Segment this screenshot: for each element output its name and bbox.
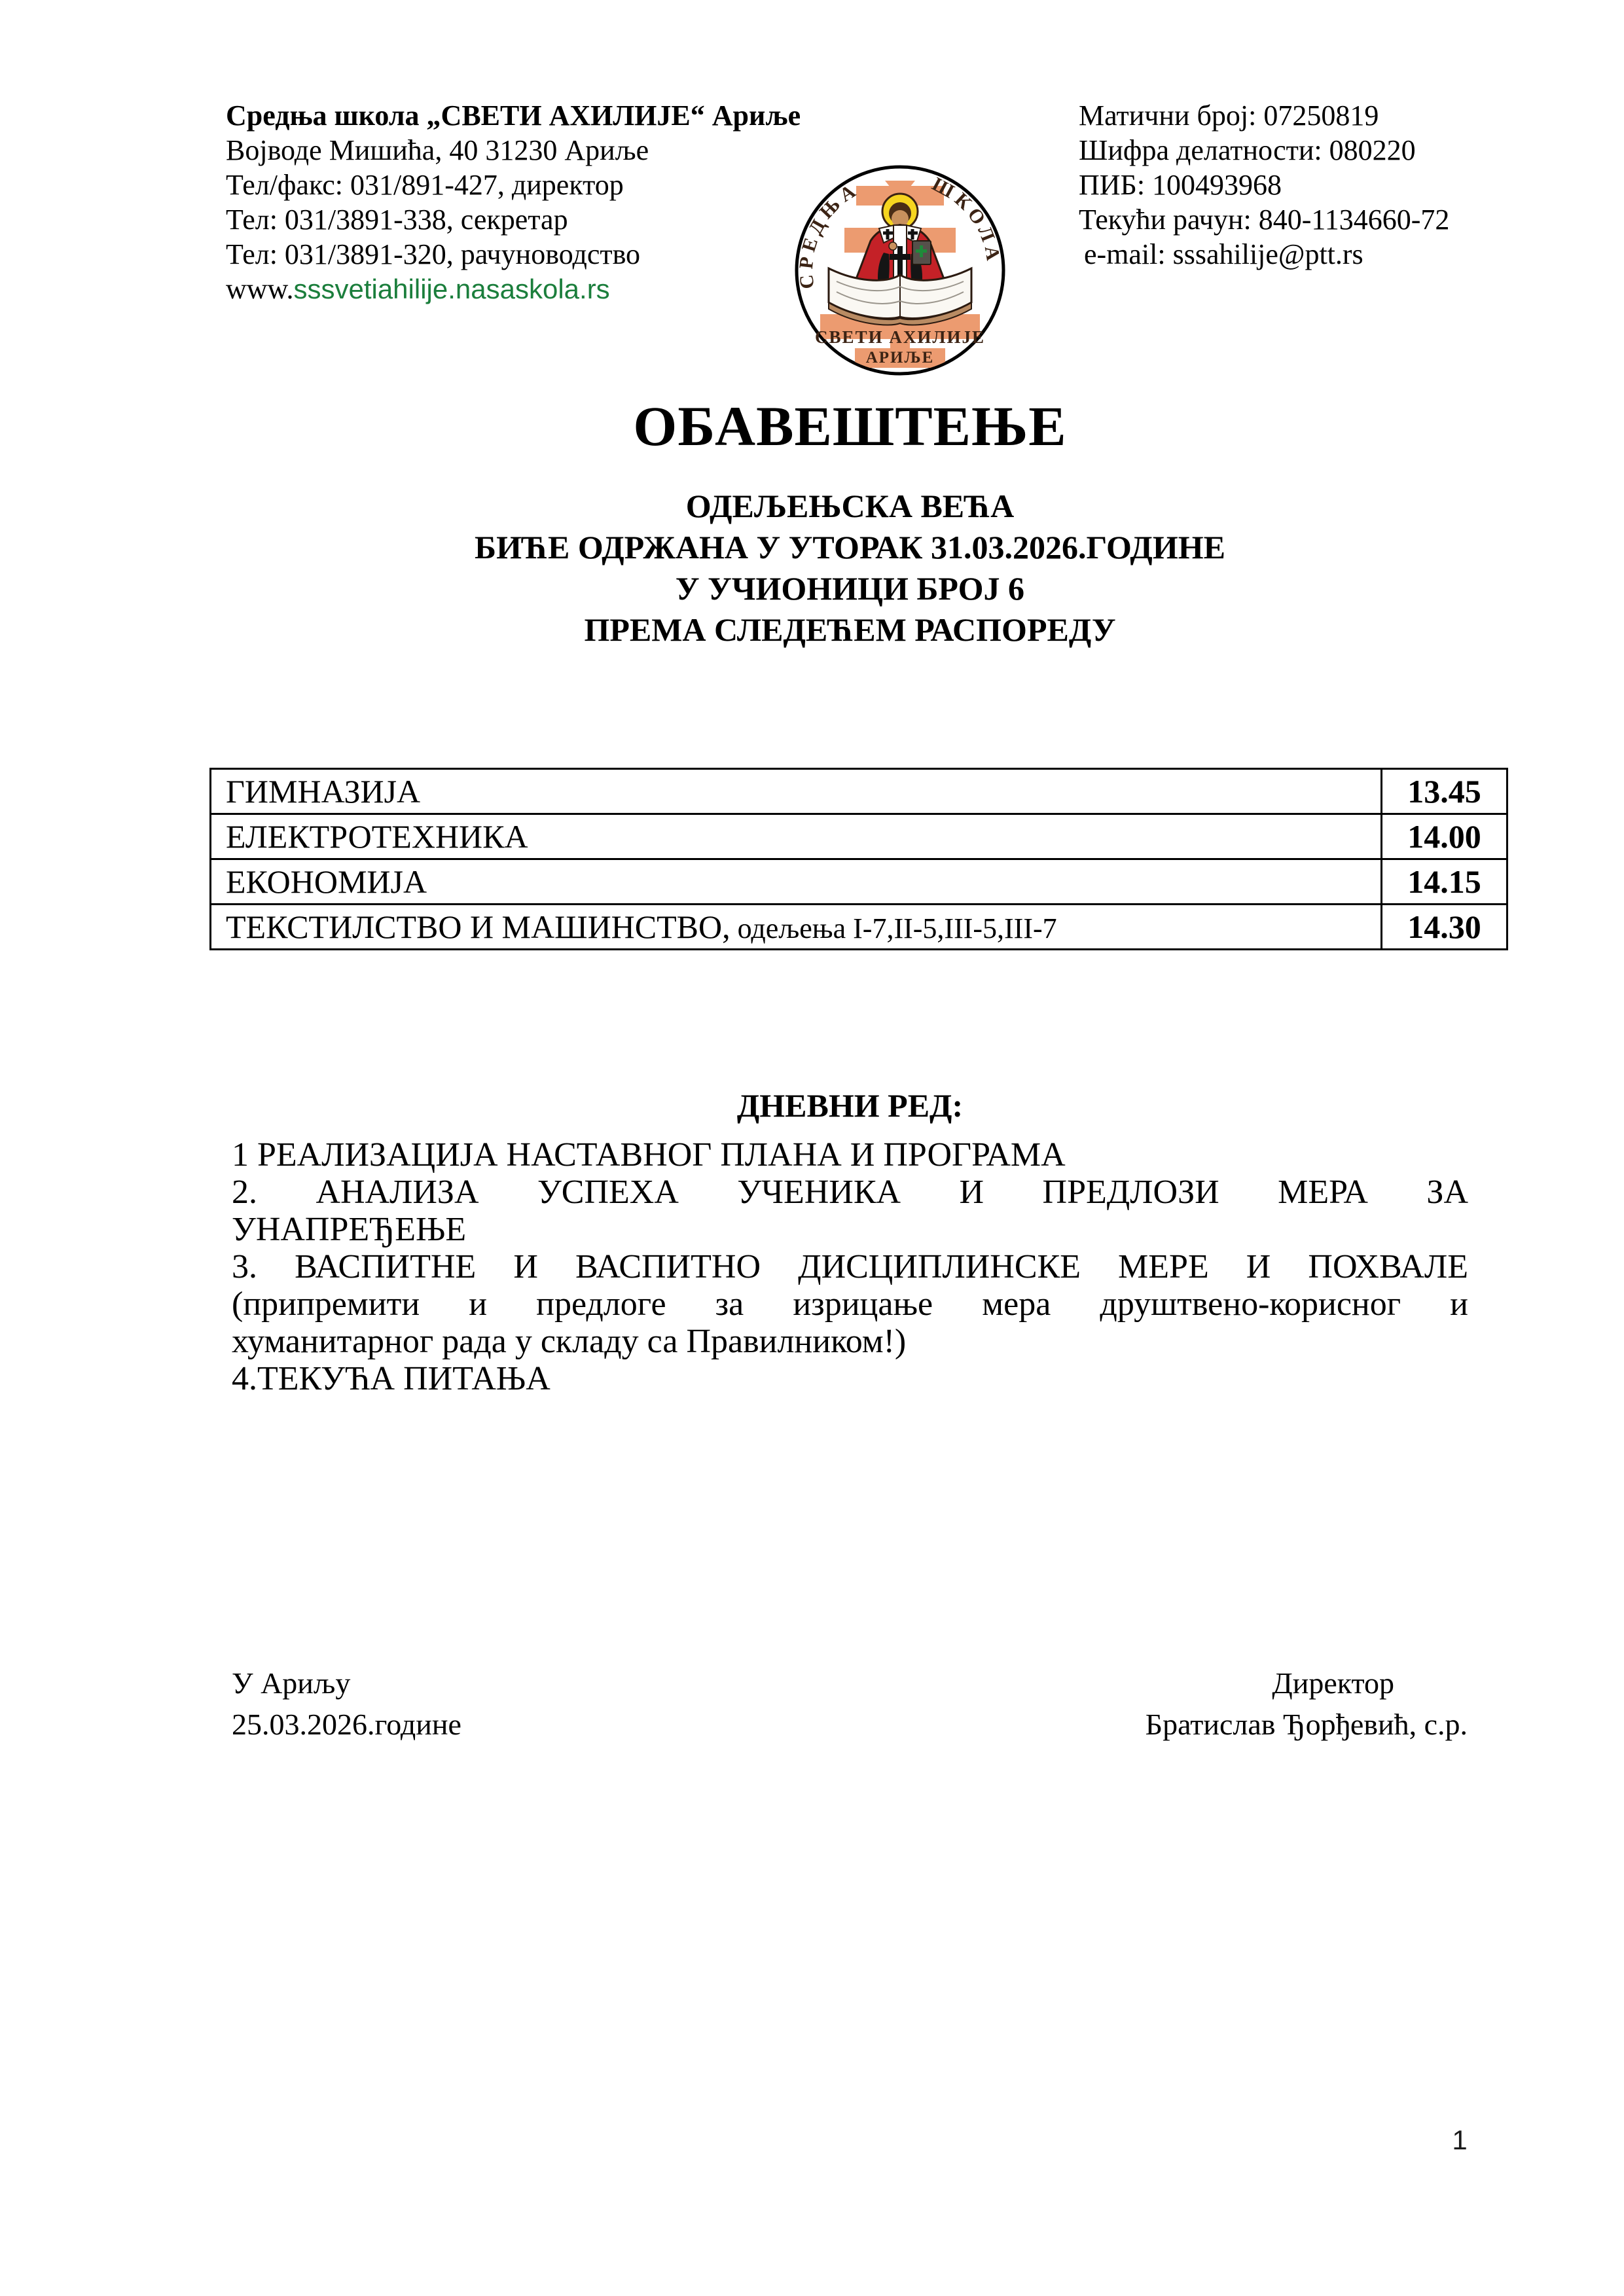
signature-director — [1113, 1662, 1468, 1745]
signature-role: Директор — [1272, 1666, 1394, 1700]
agenda-line: 2. АНАЛИЗА УСПЕХА УЧЕНИКА И ПРЕДЛОЗИ МЕРА ЗА — [232, 1174, 1468, 1211]
website-link[interactable]: sssvetiahilije.nasaskola.rs — [293, 274, 610, 304]
notice-subtitle — [232, 486, 1468, 651]
department-suffix: одељења I-7,II-5,III-5,III-7 — [730, 912, 1057, 944]
department-cell — [211, 859, 1382, 905]
table-row — [211, 859, 1507, 905]
school-website-line — [226, 272, 801, 306]
department-cell — [211, 769, 1382, 814]
time-cell: 14.00 — [1382, 814, 1507, 859]
page-title: ОБАВЕШТЕЊЕ — [633, 395, 1067, 457]
agenda-line: 4.ТЕКУЋА ПИТАЊА — [232, 1360, 550, 1397]
school-info-block — [226, 98, 801, 306]
school-phone-accounting: Тел: 031/3891-320, рачуноводство — [226, 238, 641, 270]
agenda-line: хуманитарног рада у складу са Правилником!) — [232, 1323, 907, 1360]
table-row — [211, 814, 1507, 859]
subtitle-line: БИЋЕ ОДРЖАНА У УТОРАК 31.03.2026.ГОДИНЕ — [475, 529, 1225, 565]
registry-id-number: Матични број: 07250819 — [1079, 99, 1379, 132]
table-row — [211, 905, 1507, 950]
registry-activity-code: Шифра делатности: 080220 — [1079, 134, 1416, 166]
school-phone-fax: Тел/факс: 031/891-427, директор — [226, 169, 624, 201]
department-cell — [211, 814, 1382, 859]
department-label: ЕЛЕКТРОТЕХНИКА — [226, 818, 528, 855]
school-name: Средња школа „СВЕТИ АХИЛИЈЕ“ Ариље — [226, 99, 801, 132]
time-cell: 13.45 — [1382, 769, 1507, 814]
school-crest-icon — [791, 162, 1009, 381]
crest-name-label: СВЕТИ АХИЛИЈЕ — [815, 327, 985, 347]
signature-place-date — [232, 1662, 461, 1745]
school-phone-secretary: Тел: 031/3891-338, секретар — [226, 204, 568, 236]
registry-email: e-mail: sssahilije@ptt.rs — [1084, 238, 1363, 270]
registry-info-block — [1079, 98, 1449, 272]
crest-arc-right-label: ШКОЛА — [928, 173, 1005, 267]
school-logo — [791, 162, 1009, 381]
crest-city-label: АРИЉЕ — [865, 349, 935, 367]
agenda-line: (припремити и предлоге за изрицање мера друштвено-корисног и — [232, 1285, 1468, 1323]
signature-date: 25.03.2026.године — [232, 1708, 461, 1741]
time-cell: 14.30 — [1382, 905, 1507, 950]
agenda-line: УНАПРЕЂЕЊЕ — [232, 1211, 467, 1248]
agenda-line: 3. ВАСПИТНЕ И ВАСПИТНО ДИСЦИПЛИНСКЕ МЕРЕ И ПОХВАЛЕ — [232, 1248, 1468, 1285]
crest-arc-left-label: СРЕДЊА — [795, 177, 863, 290]
agenda-line: 1 РЕАЛИЗАЦИЈА НАСТАВНОГ ПЛАНА И ПРОГРАМА — [232, 1136, 1066, 1174]
page-number: 1 — [1452, 2125, 1468, 2155]
department-label: ГИМНАЗИЈА — [226, 773, 421, 810]
schedule-table — [209, 768, 1508, 950]
registry-pib: ПИБ: 100493968 — [1079, 169, 1282, 201]
subtitle-line: ПРЕМА СЛЕДЕЋЕМ РАСПОРЕДУ — [584, 611, 1116, 648]
school-address: Војводе Мишића, 40 31230 Ариље — [226, 134, 649, 166]
time-cell: 14.15 — [1382, 859, 1507, 905]
registry-bank-account: Текући рачун: 840-1134660-72 — [1079, 204, 1450, 236]
subtitle-line: ОДЕЉЕЊСКА ВЕЋА — [685, 488, 1015, 524]
signature-name: Братислав Ђорђевић, с.р. — [1145, 1708, 1468, 1741]
signature-place: У Ариљу — [232, 1666, 351, 1700]
department-label: ЕКОНОМИЈА — [226, 863, 427, 900]
table-row — [211, 769, 1507, 814]
department-label: ТЕКСТИЛСТВО И МАШИНСТВО, — [226, 908, 731, 945]
agenda-heading: ДНЕВНИ РЕД: — [736, 1087, 964, 1124]
department-cell — [211, 905, 1382, 950]
website-prefix: www. — [226, 273, 294, 305]
agenda-list — [232, 1136, 1468, 1397]
open-book-icon — [829, 268, 971, 325]
subtitle-line: У УЧИОНИЦИ БРОЈ 6 — [675, 570, 1025, 607]
